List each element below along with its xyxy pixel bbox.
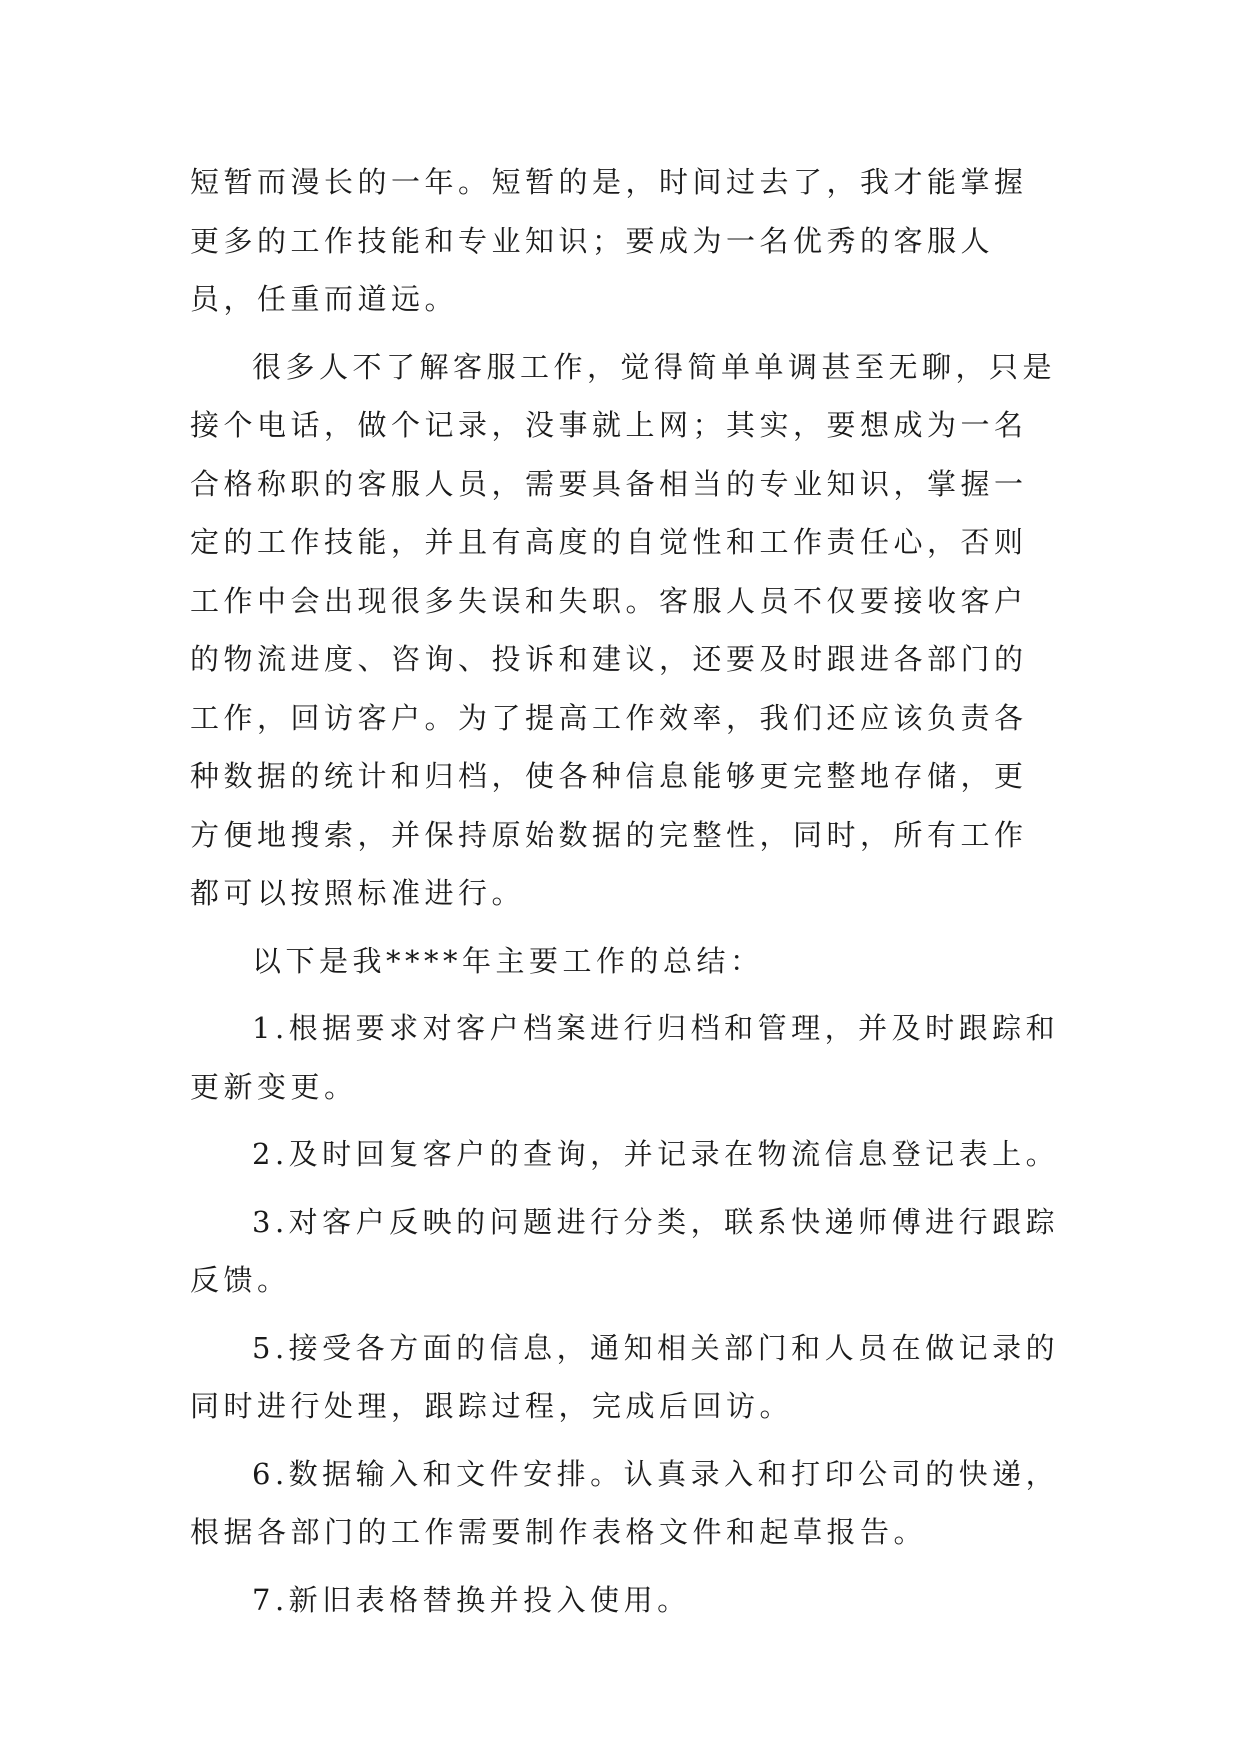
document-page: [190, 153, 1060, 1638]
paragraph-intro: 短暂而漫长的一年。短暂的是，时间过去了，我才能掌握更多的工作技能和专业知识；要成为一名优秀的客服人员，任重而道远。: [190, 165, 1028, 316]
list-item-5: 5.接受各方面的信息，通知相关部门和人员在做记录的同时进行处理，跟踪过程，完成后回访。: [190, 1330, 1060, 1423]
list-item-3: 3.对客户反映的问题进行分类，联系快递师傅进行跟踪反馈。: [190, 1204, 1060, 1297]
list-item-6: 6.数据输入和文件安排。认真录入和打印公司的快递，根据各部门的工作需要制作表格文件和起草报告。: [190, 1456, 1060, 1549]
paragraph-summary-heading: 以下是我****年主要工作的总结：: [252, 943, 764, 978]
list-item-7: 7.新旧表格替换并投入使用。: [252, 1582, 691, 1617]
list-item-1: 1.根据要求对客户档案进行归档和管理，并及时跟踪和更新变更。: [190, 1011, 1060, 1104]
list-item-2: 2.及时回复客户的查询，并记录在物流信息登记表上。: [252, 1137, 1060, 1171]
paragraph-customer-service-description: 很多人不了解客服工作，觉得简单单调甚至无聊，只是接个电话，做个记录，没事就上网；其实，要想成为一名合格称职的客服人员，需要具备相当的专业知识，掌握一定的工作技能，并且有高度的自觉性和工作责任心，否则工作中会出现很多失误和失职。客服人员不仅要接收客户的物流进度、咨询、投诉和建议，还要及时跟进各部门的工作，回访客户。为了提高工作效率，我们还应该负责各种数据的统计和归档，使各种信息能够更完整地存储，更方便地搜索，并保持原始数据的完整性，同时，所有工作都可以按照标准进行。: [190, 349, 1057, 910]
